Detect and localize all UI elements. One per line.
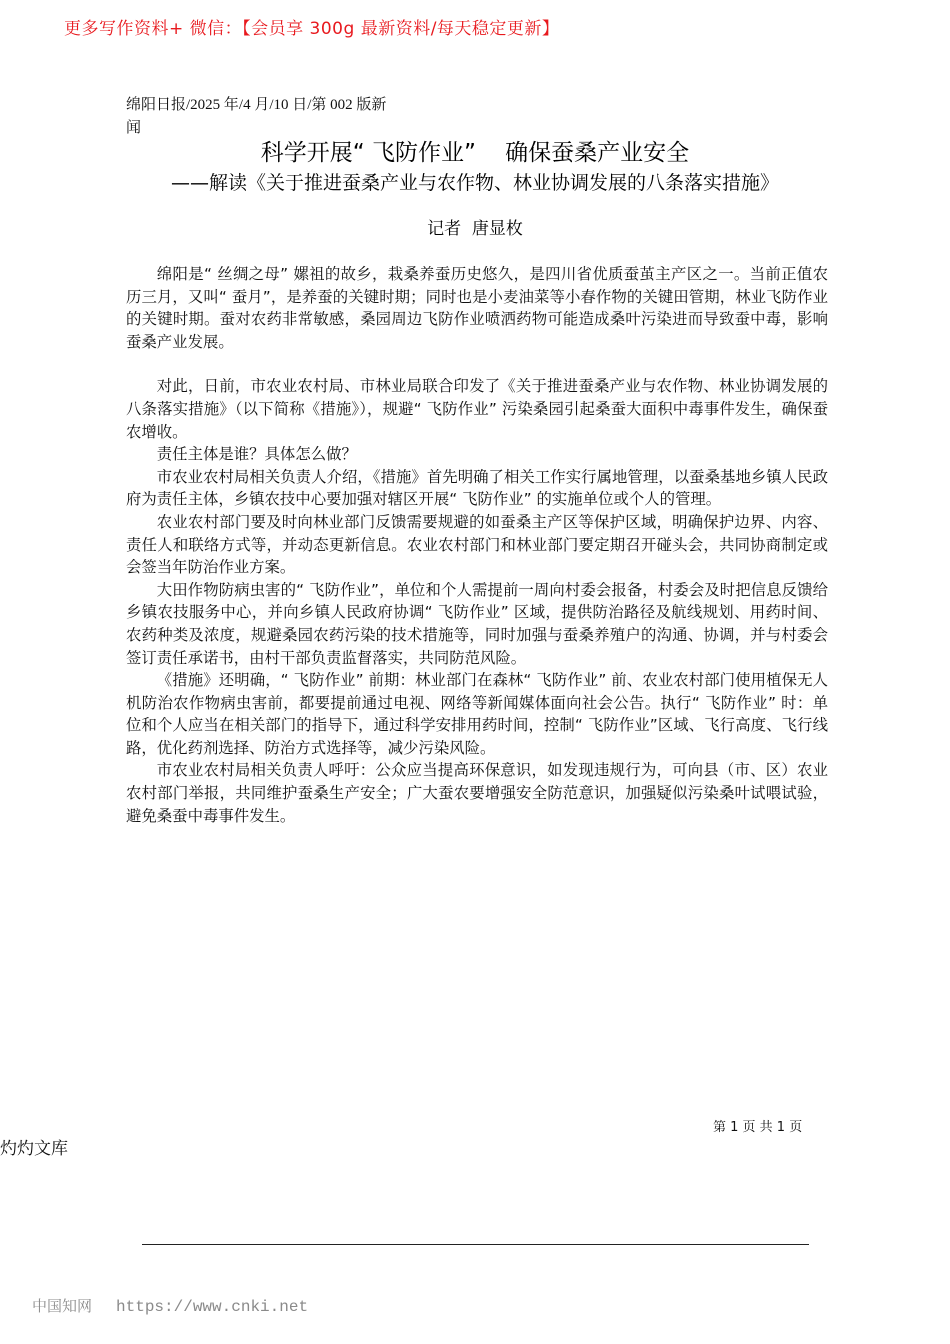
paragraph-responsibility: 市农业农村局相关负责人介绍，《措施》首先明确了相关工作实行属地管理，以蚕桑基地乡镇人民政府为责任主体，乡镇农技中心要加强对辖区开展“ 飞防作业” 的实施单位或个人的管理。	[126, 467, 828, 509]
paragraph-measures: 对此，日前，市农业农村局、市林业局联合印发了《关于推进蚕桑产业与农作物、林业协调发展的八条落实措施》（以下简称《措施》），规避“ 飞防作业” 污染桑园引起桑蚕大面积中毒事件发生，确保蚕农增收。	[126, 377, 828, 441]
paragraph-execution: 《措施》还明确，“ 飞防作业” 前期：林业部门在森林“ 飞防作业” 前、农业农村部门使用植保无人机防治农作物病虫害前，都要提前通过电视、网络等新闻媒体面向社会公告。执行“ 飞防作业” 时：单位和个人应当在相关部门的指导下，通过科学安排用药时间，控制“ 飞防作业”区域、飞行高度、飞行线路，优化药剂选择、防治方式选择等，减少污染风险。	[126, 671, 828, 757]
paragraph-crop-operations: 大田作物防病虫害的“ 飞防作业”，单位和个人需提前一周向村委会报备，村委会及时把信息反馈给乡镇农技服务中心，并向乡镇人民政府协调“ 飞防作业” 区域，提供防治路径及航线规划、用药时间、农药种类及浓度，规避桑园农药污染的技术措施等，同时加强与蚕桑养殖户的沟通、协调，并与村委会签订责任承诺书，由村干部负责监督落实，共同防范风险。	[126, 580, 828, 667]
paragraph-coordination: 农业农村部门要及时向林业部门反馈需要规避的如蚕桑主产区等保护区域，明确保护边界、内容、责任人和联络方式等，并动态更新信息。农业农村部门和林业部门要定期召开碰头会，共同协商制定或会签当年防治作业方案。	[126, 512, 828, 577]
article-byline: 记者 唐显枚	[427, 219, 523, 239]
cnki-watermark	[32, 1295, 308, 1316]
footer-divider	[142, 1244, 809, 1245]
cnki-name: 中国知网	[32, 1297, 93, 1315]
promo-banner: 更多写作资料+ 微信：【会员享 300g 最新资料/每天稳定更新】	[64, 19, 560, 39]
article-title: 科学开展“ 飞防作业” 确保蚕桑产业安全	[260, 140, 690, 166]
source-meta: 绵阳日报/2025 年/4 月/10 日/第 002 版新闻	[126, 97, 387, 136]
paragraph-intro: 绵阳是“ 丝绸之母” 嫘祖的故乡，栽桑养蚕历史悠久，是四川省优质蚕茧主产区之一。当前正值农历三月，又叫“ 蚕月”，是养蚕的关键时期；同时也是小麦油菜等小春作物的关键田管期，林业飞防作业的关键时期。蚕对农药非常敏感，桑园周边飞防作业喷洒药物可能造成桑叶污染进而导致蚕中毒，影响蚕桑产业发展。	[126, 265, 828, 351]
article-body	[126, 263, 828, 827]
paragraph-appeal: 市农业农村局相关负责人呼吁：公众应当提高环保意识，如发现违规行为，可向县（市、区）农业农村部门举报，共同维护蚕桑生产安全；广大蚕农要增强安全防范意识，加强疑似污染桑叶试喂试验，避免桑蚕中毒事件发生。	[126, 761, 828, 825]
library-name: 灼灼文库	[0, 1139, 68, 1159]
page-number: 第 1 页 共 1 页	[713, 1120, 803, 1135]
cnki-url: https://www.cnki.net	[116, 1298, 309, 1316]
article-subtitle: ——解读《关于推进蚕桑产业与农作物、林业协调发展的八条落实措施》	[170, 172, 779, 194]
paragraph-question: 责任主体是谁？具体怎么做？	[156, 445, 357, 464]
